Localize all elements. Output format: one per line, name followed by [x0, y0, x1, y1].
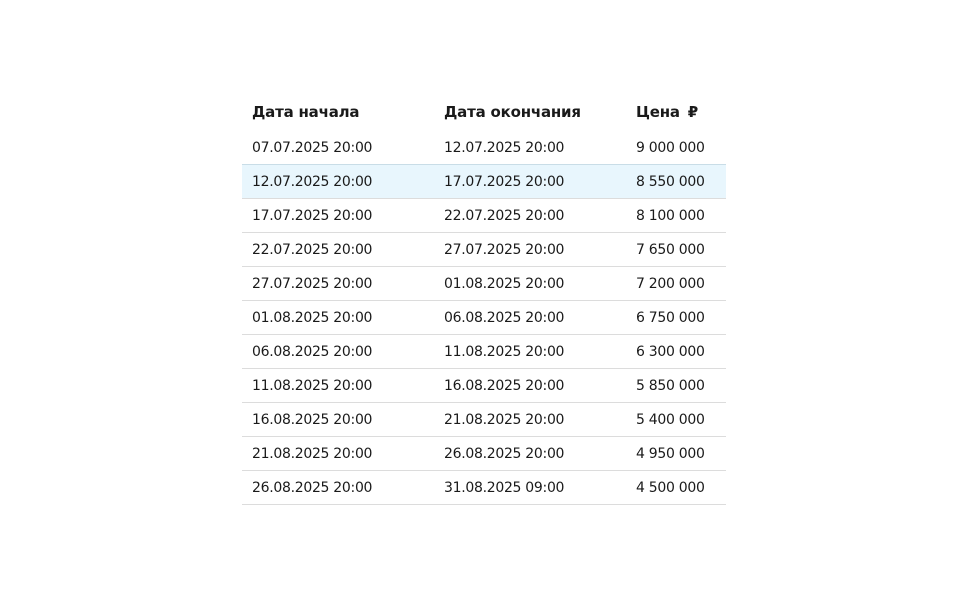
start-date-cell: 12.07.2025 20:00: [242, 165, 434, 199]
end-date-cell: 17.07.2025 20:00: [434, 165, 626, 199]
table-row: [242, 471, 726, 505]
header-row: [242, 92, 726, 132]
ruble-currency-sign: ₽: [687, 103, 699, 121]
table-body: [242, 132, 726, 505]
table-row: [242, 369, 726, 403]
end-date-cell: 11.08.2025 20:00: [434, 335, 626, 369]
price-cell: 6 750 000: [626, 301, 726, 335]
start-date-cell: 21.08.2025 20:00: [242, 437, 434, 471]
header-end-date: Дата окончания: [444, 103, 581, 121]
price-cell: 9 000 000: [626, 132, 726, 165]
price-cell: 7 650 000: [626, 233, 726, 267]
end-date-cell: 27.07.2025 20:00: [434, 233, 626, 267]
start-date-cell: 16.08.2025 20:00: [242, 403, 434, 437]
end-date-cell: 22.07.2025 20:00: [434, 199, 626, 233]
start-date-cell: 27.07.2025 20:00: [242, 267, 434, 301]
price-cell: 7 200 000: [626, 267, 726, 301]
price-cell: 8 100 000: [626, 199, 726, 233]
price-cell: 4 950 000: [626, 437, 726, 471]
start-date-cell: 07.07.2025 20:00: [242, 132, 434, 165]
price-schedule-table: [242, 92, 726, 505]
table-header: [242, 92, 726, 132]
table-row: [242, 301, 726, 335]
price-cell: 4 500 000: [626, 471, 726, 505]
end-date-cell: 01.08.2025 20:00: [434, 267, 626, 301]
table-row-highlighted: [242, 165, 726, 199]
table-row: [242, 132, 726, 165]
end-date-cell: 12.07.2025 20:00: [434, 132, 626, 165]
table-row: [242, 335, 726, 369]
start-date-cell: 17.07.2025 20:00: [242, 199, 434, 233]
table-row: [242, 233, 726, 267]
price-cell: 5 850 000: [626, 369, 726, 403]
table-row: [242, 267, 726, 301]
header-start-date: Дата начала: [252, 103, 360, 121]
table-row: [242, 199, 726, 233]
end-date-cell: 31.08.2025 09:00: [434, 471, 626, 505]
header-price-label: Цена: [636, 103, 680, 121]
price-cell: 8 550 000: [626, 165, 726, 199]
start-date-cell: 22.07.2025 20:00: [242, 233, 434, 267]
price-cell: 5 400 000: [626, 403, 726, 437]
table-row: [242, 403, 726, 437]
table-row: [242, 437, 726, 471]
price-cell: 6 300 000: [626, 335, 726, 369]
end-date-cell: 16.08.2025 20:00: [434, 369, 626, 403]
end-date-cell: 06.08.2025 20:00: [434, 301, 626, 335]
start-date-cell: 11.08.2025 20:00: [242, 369, 434, 403]
start-date-cell: 06.08.2025 20:00: [242, 335, 434, 369]
start-date-cell: 26.08.2025 20:00: [242, 471, 434, 505]
end-date-cell: 26.08.2025 20:00: [434, 437, 626, 471]
end-date-cell: 21.08.2025 20:00: [434, 403, 626, 437]
start-date-cell: 01.08.2025 20:00: [242, 301, 434, 335]
header-price: [626, 92, 726, 132]
